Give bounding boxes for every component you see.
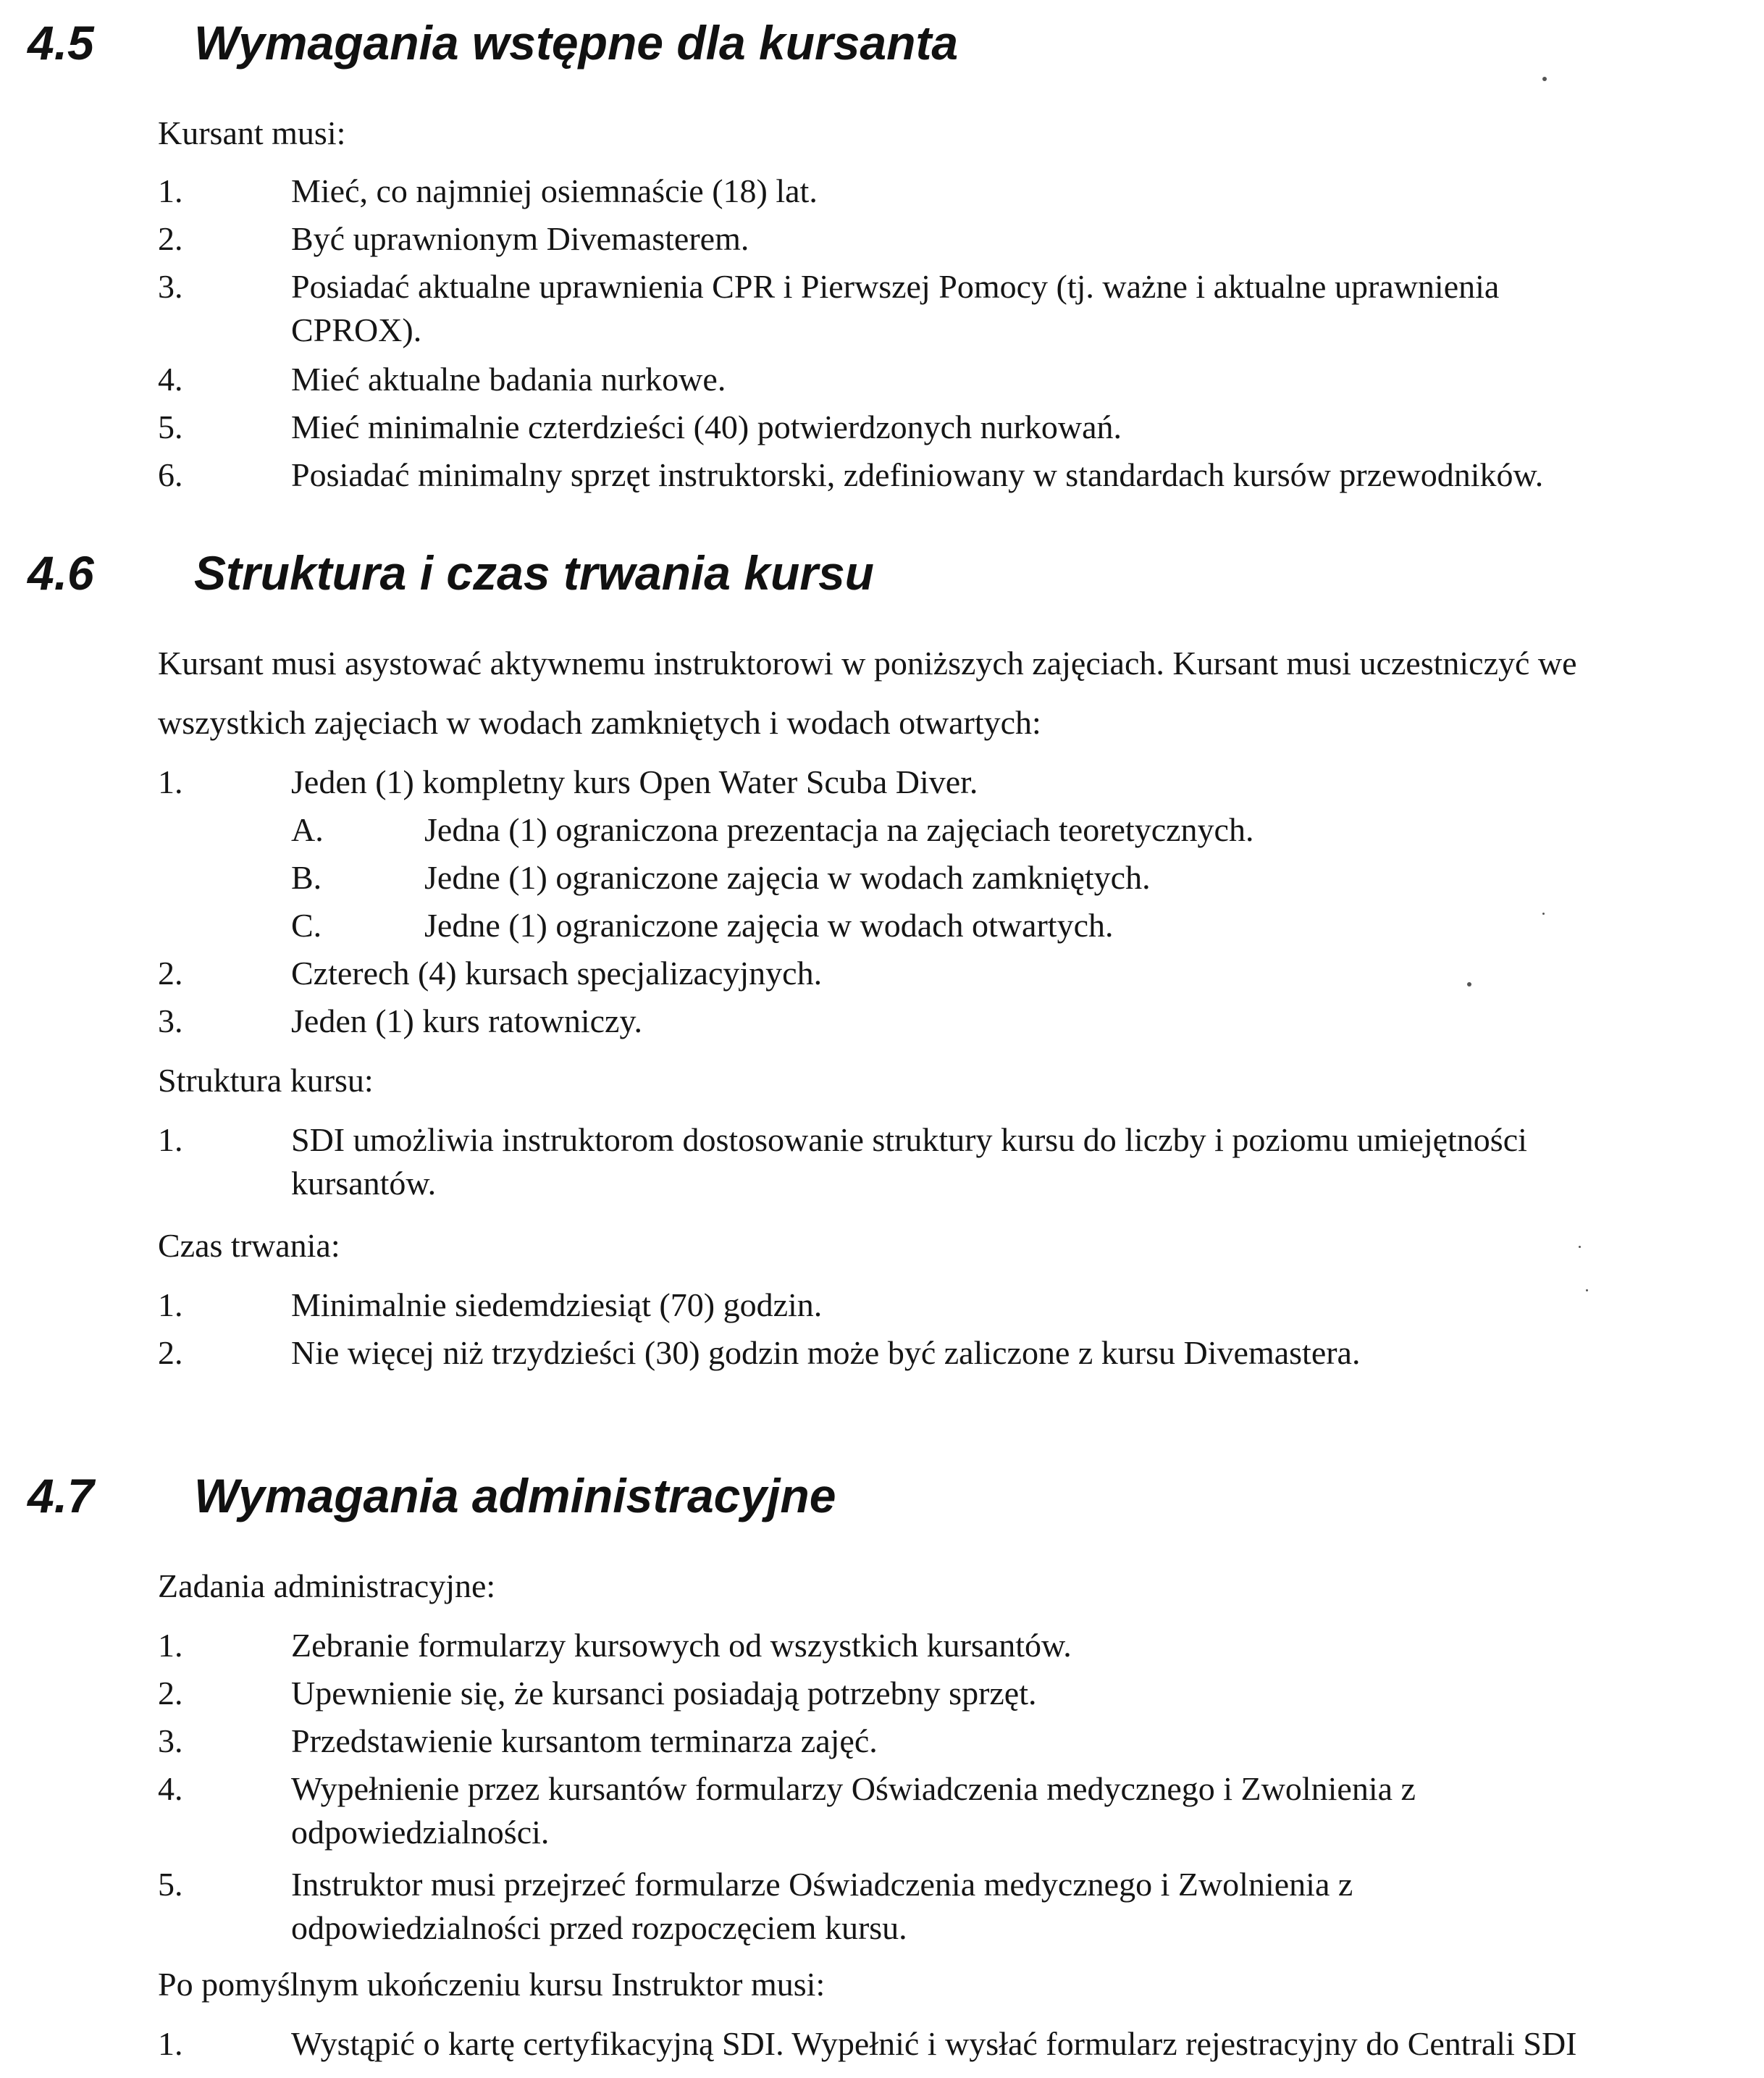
sub-item-text: Jedne (1) ograniczone zajęcia w wodach zamkniętych. (424, 859, 1151, 896)
list-item-number: 4. (158, 361, 183, 398)
section-number: 4.6 (28, 546, 94, 600)
section-intro: Zadania administracyjne: (158, 1567, 496, 1604)
section-number: 4.5 (28, 16, 94, 70)
structure-label: Struktura kursu: (158, 1062, 374, 1099)
list-item-text: Posiadać aktualne uprawnienia CPR i Pierwszej Pomocy (tj. ważne i aktualne uprawnienia (291, 268, 1500, 305)
list-item-text: Posiadać minimalny sprzęt instruktorski, zdefiniowany w standardach kursów przewodników. (291, 456, 1544, 493)
list-item-text: Jeden (1) kompletny kurs Open Water Scuba Diver. (291, 763, 978, 800)
sub-item-text: Jedne (1) ograniczone zajęcia w wodach otwartych. (424, 907, 1114, 944)
list-item-number: 5. (158, 409, 183, 445)
sub-item-letter: A. (291, 811, 324, 848)
list-item-text: Jeden (1) kurs ratowniczy. (291, 1002, 642, 1039)
list-item-text-continued: kursantów. (291, 1165, 437, 1202)
list-item-text-continued: odpowiedzialności przed rozpoczęciem kursu. (291, 1909, 907, 1946)
list-item-text-continued: odpowiedzialności. (291, 1814, 550, 1851)
list-item-number: 1. (158, 1121, 183, 1158)
list-item-number: 3. (158, 268, 183, 305)
list-item-text: Mieć, co najmniej osiemnaście (18) lat. (291, 172, 818, 209)
list-item-text: Wystąpić o kartę certyfikacyjną SDI. Wypełnić i wysłać formularz rejestracyjny do Centrali SDI (291, 2025, 1577, 2062)
list-item-text: Przedstawienie kursantom terminarza zajęć. (291, 1722, 878, 1759)
list-item-text: Zebranie formularzy kursowych od wszystkich kursantów. (291, 1627, 1072, 1664)
list-item-text: SDI umożliwia instruktorom dostosowanie struktury kursu do liczby i poziomu umiejętności (291, 1121, 1527, 1158)
section-intro: Kursant musi: (158, 114, 346, 151)
sub-item-text: Jedna (1) ograniczona prezentacja na zajęciach teoretycznych. (424, 811, 1254, 848)
section-number: 4.7 (28, 1469, 94, 1522)
section-intro-continued: wszystkich zajęciach w wodach zamkniętych i wodach otwartych: (158, 704, 1041, 741)
list-item-number: 1. (158, 1627, 183, 1664)
list-item-number: 1. (158, 172, 183, 209)
list-item-number: 2. (158, 220, 183, 257)
list-item-number: 1. (158, 2025, 183, 2062)
list-item-text: Czterech (4) kursach specjalizacyjnych. (291, 955, 823, 992)
list-item-number: 1. (158, 763, 183, 800)
list-item-text: Mieć minimalnie czterdzieści (40) potwierdzonych nurkowań. (291, 409, 1122, 445)
list-item-number: 2. (158, 1675, 183, 1712)
list-item-number: 4. (158, 1770, 183, 1807)
duration-label: Czas trwania: (158, 1227, 340, 1264)
list-item-text: Wypełnienie przez kursantów formularzy Oświadczenia medycznego i Zwolnienia z (291, 1770, 1416, 1807)
list-item-text-continued: CPROX). (291, 311, 422, 348)
list-item-number: 1. (158, 1286, 183, 1323)
list-item-text: Mieć aktualne badania nurkowe. (291, 361, 726, 398)
scan-speck (1579, 1246, 1581, 1248)
scan-speck (1586, 1289, 1588, 1291)
list-item-number: 3. (158, 1722, 183, 1759)
list-item-text: Minimalnie siedemdziesiąt (70) godzin. (291, 1286, 823, 1323)
section-title: Wymagania administracyjne (194, 1469, 836, 1522)
list-item-text: Upewnienie się, że kursanci posiadają potrzebny sprzęt. (291, 1675, 1037, 1712)
sub-item-letter: B. (291, 859, 322, 896)
list-item-number: 5. (158, 1866, 183, 1903)
sub-item-letter: C. (291, 907, 322, 944)
list-item-number: 2. (158, 1334, 183, 1371)
section-intro: Kursant musi asystować aktywnemu instruktorowi w poniższych zajęciach. Kursant musi uczestniczyć we (158, 645, 1577, 682)
list-item-text: Być uprawnionym Divemasterem. (291, 220, 749, 257)
scan-speck (1542, 77, 1547, 81)
list-item-text: Nie więcej niż trzydzieści (30) godzin może być zaliczone z kursu Divemastera. (291, 1334, 1361, 1371)
list-item-number: 2. (158, 955, 183, 992)
list-item-number: 3. (158, 1002, 183, 1039)
list-item-text: Instruktor musi przejrzeć formularze Oświadczenia medycznego i Zwolnienia z (291, 1866, 1353, 1903)
scan-speck (1467, 982, 1471, 986)
list-item-number: 6. (158, 456, 183, 493)
scan-speck (1542, 913, 1545, 915)
section-title: Struktura i czas trwania kursu (194, 546, 874, 600)
completion-label: Po pomyślnym ukończeniu kursu Instruktor musi: (158, 1966, 826, 2003)
section-title: Wymagania wstępne dla kursanta (194, 16, 959, 70)
